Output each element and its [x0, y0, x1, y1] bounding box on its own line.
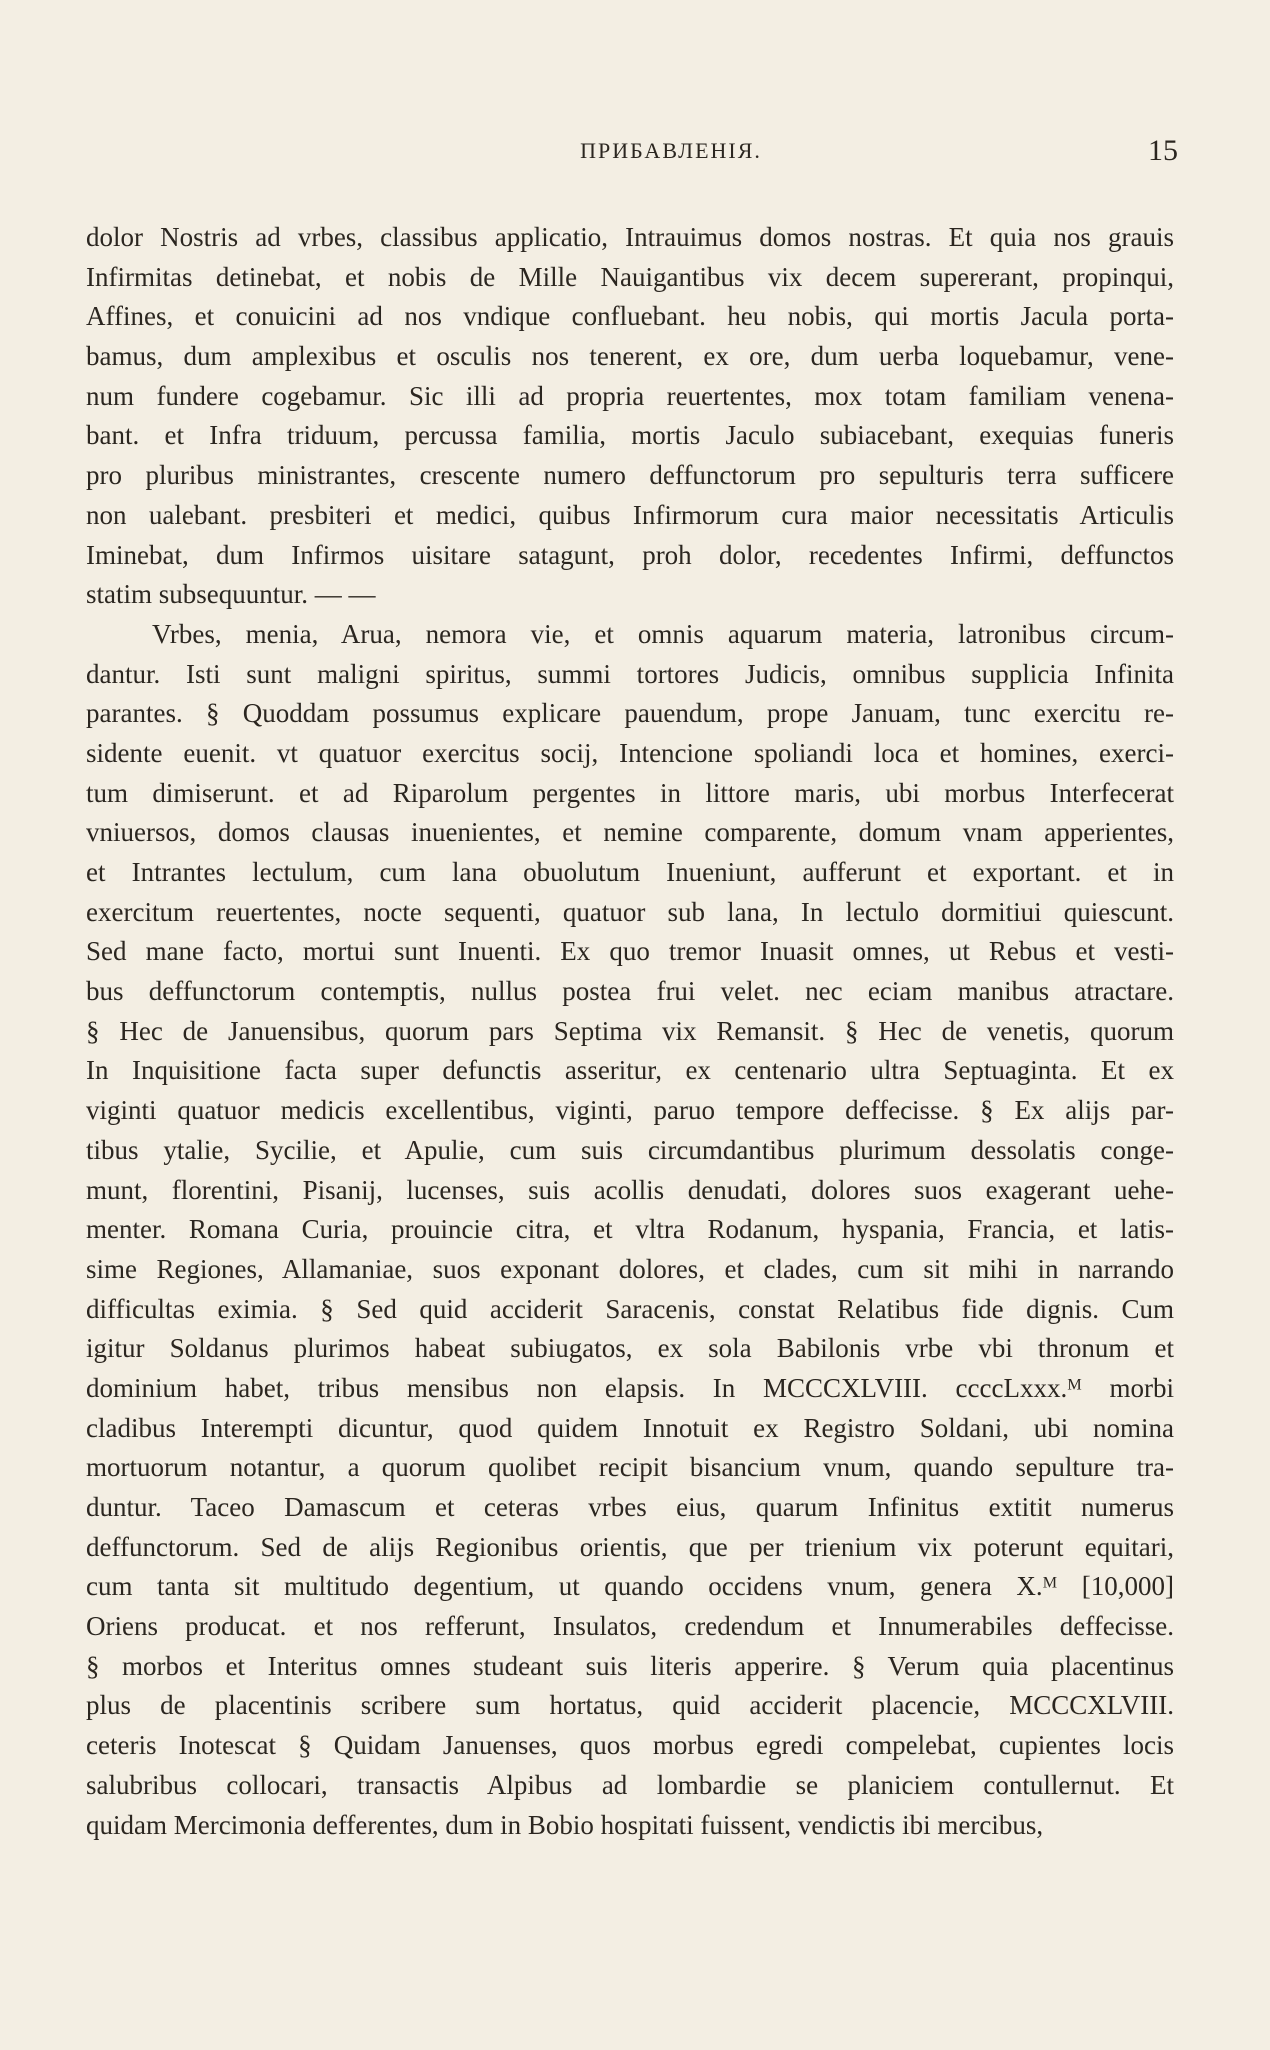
text-line: pro pluribus ministrantes, crescente numero deffunctorum pro sepulturis terra sufficere	[86, 460, 1174, 491]
text-line: dolor Nostris ad vrbes, classibus applicatio, Intrauimus domos nostras. Et quia nos grauis	[86, 222, 1174, 252]
text-line: Sed mane facto, mortui sunt Inuenti. Ex quo tremor Inuasit omnes, ut Rebus et vesti-	[86, 936, 1174, 967]
text-line: Oriens producat. et nos refferunt, Insulatos, credendum et Innumerabiles deffecisse.	[86, 1611, 1174, 1642]
body-text	[86, 218, 1174, 1845]
text-line: Iminebat, dum Infirmos uisitare satagunt, proh dolor, recedentes Infirmi, deffunctos	[86, 539, 1174, 570]
text-line: exercitum reuertentes, nocte sequenti, quatuor sub lana, In lectulo dormitiui quiescunt.	[86, 896, 1174, 927]
text-line: plus de placentinis scribere sum hortatus, quid acciderit placencie, MCCCXLVIII.	[86, 1690, 1174, 1721]
text-line: dantur. Isti sunt maligni spiritus, summi tortores Judicis, omnibus supplicia Infinita	[86, 658, 1174, 689]
text-line: menter. Romana Curia, prouincie citra, et vltra Rodanum, hyspania, Francia, et latis-	[86, 1214, 1174, 1245]
text-line: salubribus collocari, transactis Alpibus ad lombardie se planiciem contullernut. Et	[86, 1769, 1174, 1800]
text-line: dominium habet, tribus mensibus non elapsis. In MCCCXLVIII. ccccLxxx.ᴹ morbi	[86, 1372, 1174, 1403]
text-line: bant. et Infra triduum, percussa familia, mortis Jaculo subiacebant, exequias funeris	[86, 420, 1174, 451]
text-line: cladibus Interempti dicuntur, quod quidem Innotuit ex Registro Soldani, ubi nomina	[86, 1412, 1174, 1443]
text-line: Vrbes, menia, Arua, nemora vie, et omnis aquarum materia, latronibus circum-	[152, 618, 1174, 649]
running-head: ПРИБАВЛЕНIЯ.	[580, 138, 762, 163]
text-line: Infirmitas detinebat, et nobis de Mille Nauigantibus vix decem supererant, propinqui,	[86, 261, 1174, 292]
text-line: bamus, dum amplexibus et osculis nos tenerent, ex ore, dum uerba loquebamur, vene-	[86, 341, 1174, 372]
text-line: parantes. § Quoddam possumus explicare pauendum, prope Januam, tunc exercitu re-	[86, 698, 1174, 729]
text-line: ceteris Inotescat § Quidam Januenses, quos morbus egredi compelebat, cupientes locis	[86, 1730, 1174, 1761]
text-line: mortuorum notantur, a quorum quolibet recipit bisancium vnum, quando sepulture tra-	[86, 1452, 1174, 1483]
text-line: deffunctorum. Sed de alijs Regionibus orientis, que per trienium vix poterunt equitari,	[86, 1531, 1174, 1562]
text-line: tibus ytalie, Sycilie, et Apulie, cum suis circumdantibus plurimum dessolatis conge-	[86, 1134, 1174, 1165]
text-line: tum dimiserunt. et ad Riparolum pergentes in littore maris, ubi morbus Interfecerat	[86, 777, 1174, 808]
text-line: bus deffunctorum contemptis, nullus postea frui velet. nec eciam manibus atractare.	[86, 976, 1174, 1007]
text-line: igitur Soldanus plurimos habeat subiugatos, ex sola Babilonis vrbe vbi thronum et	[86, 1333, 1174, 1364]
text-line: non ualebant. presbiteri et medici, quibus Infirmorum cura maior necessitatis Articulis	[86, 499, 1174, 530]
text-line: statim subsequuntur. — —	[86, 579, 376, 610]
text-line: duntur. Taceo Damascum et ceteras vrbes eius, quarum Infinitus extitit numerus	[86, 1492, 1174, 1522]
text-line: munt, florentini, Pisanij, lucenses, suis acollis denudati, dolores suos exagerant uehe-	[86, 1174, 1174, 1205]
text-line: cum tanta sit multitudo degentium, ut quando occidens vnum, genera X.ᴹ [10,000]	[86, 1571, 1174, 1602]
text-line: sidente euenit. vt quatuor exercitus socij, Intencione spoliandi loca et homines, exerci-	[86, 737, 1174, 768]
text-line: viginti quatuor medicis excellentibus, viginti, paruo tempore deffecisse. § Ex alijs par-	[86, 1095, 1174, 1126]
text-line: sime Regiones, Allamaniae, suos exponant dolores, et clades, cum sit mihi in narrando	[86, 1253, 1174, 1284]
page-number: 15	[1148, 134, 1178, 167]
text-line: § morbos et Interitus omnes studeant suis literis apperire. § Verum quia placentinus	[86, 1650, 1174, 1681]
text-line: Affines, et conuicini ad nos vndique confluebant. heu nobis, qui mortis Jacula porta-	[86, 301, 1174, 332]
text-line: vniuersos, domos clausas inuenientes, et nemine comparente, domum vnam apperientes,	[86, 817, 1174, 848]
text-line: § Hec de Januensibus, quorum pars Septima vix Remansit. § Hec de venetis, quorum	[86, 1015, 1174, 1046]
text-line: difficultas eximia. § Sed quid acciderit Saracenis, constat Relatibus fide dignis. Cum	[86, 1293, 1174, 1324]
text-line: In Inquisitione facta super defunctis asseritur, ex centenario ultra Septuaginta. Et ex	[86, 1055, 1174, 1086]
page-header	[84, 134, 1178, 178]
text-line: num fundere cogebamur. Sic illi ad propria reuertentes, mox totam familiam venena-	[86, 380, 1174, 411]
text-line: quidam Mercimonia defferentes, dum in Bobio hospitati fuissent, vendictis ibi mercibus,	[86, 1809, 1044, 1840]
text-line: et Intrantes lectulum, cum lana obuolutum Inueniunt, aufferunt et exportant. et in	[86, 857, 1174, 887]
